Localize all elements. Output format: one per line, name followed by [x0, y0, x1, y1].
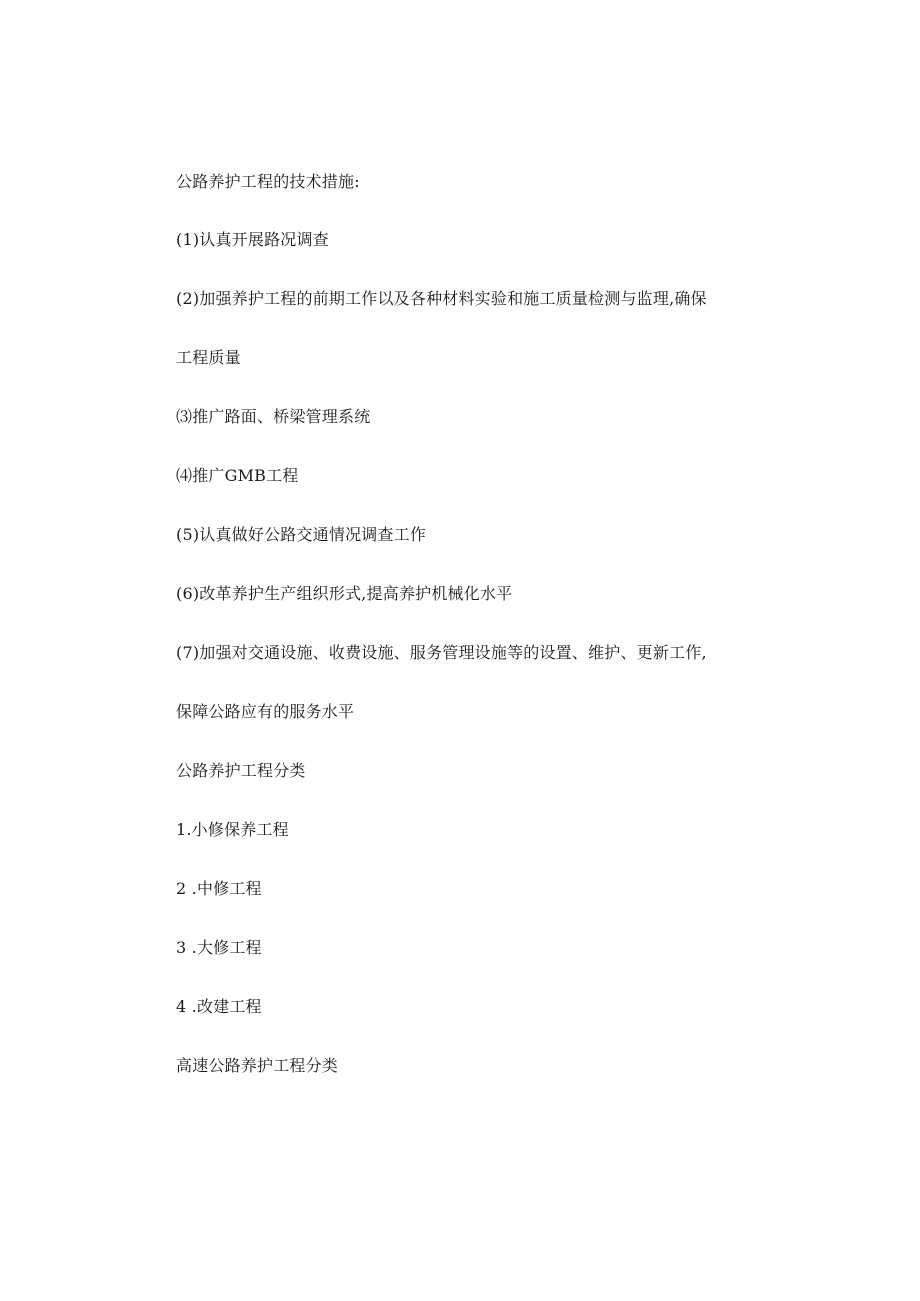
measure-item-1: (1)认真开展路况调查 — [176, 230, 329, 249]
measure-item-5: (5)认真做好公路交通情况调查工作 — [176, 525, 427, 544]
measure-item-4: ⑷推广GMB工程 — [176, 466, 299, 485]
section-heading-highway-classification: 高速公路养护工程分类 — [176, 1056, 339, 1075]
section-heading-technical-measures: 公路养护工程的技术措施: — [176, 172, 360, 191]
measure-item-3: ⑶推广路面、桥梁管理系统 — [176, 407, 371, 426]
section-heading-classification: 公路养护工程分类 — [176, 761, 306, 780]
classification-item-2: 2 .中修工程 — [176, 879, 262, 898]
classification-item-4: 4 .改建工程 — [176, 997, 262, 1016]
measure-item-7: (7)加强对交通设施、收费设施、服务管理设施等的设置、维护、更新工作, — [176, 643, 707, 662]
classification-item-1: 1.小修保养工程 — [176, 820, 289, 839]
measure-item-2-continued: 工程质量 — [176, 348, 241, 367]
measure-item-2: (2)加强养护工程的前期工作以及各种材料实验和施工质量检测与监理,确保 — [176, 289, 707, 308]
classification-item-3: 3 .大修工程 — [176, 938, 262, 957]
measure-item-7-continued: 保障公路应有的服务水平 — [176, 702, 355, 721]
measure-item-6: (6)改革养护生产组织形式,提高养护机械化水平 — [176, 584, 513, 603]
